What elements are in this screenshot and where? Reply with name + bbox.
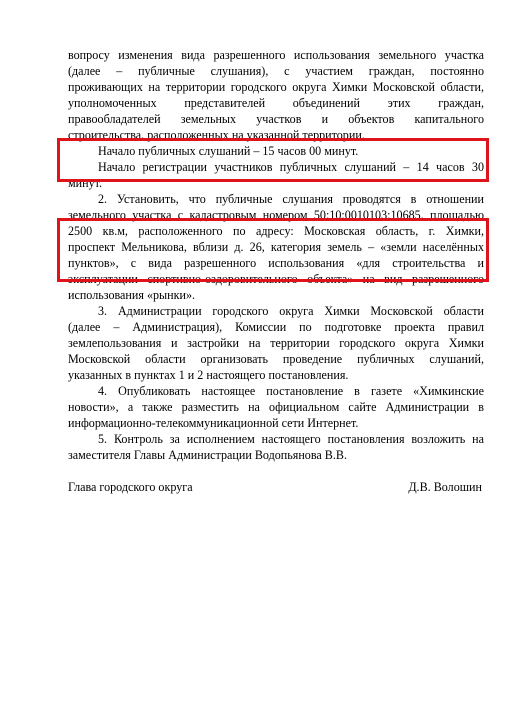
text-line: новости», а также разместить на официальном сайте Администрации в — [68, 400, 484, 414]
text-line: указанных в пунктах 1 и 2 настоящего постановления. — [68, 368, 349, 382]
text-line: 3. Администрации городского округа Химки Московской области — [98, 304, 484, 318]
text-line: Начало публичных слушаний – 15 часов 00 минут. — [98, 144, 359, 158]
text-line: Московской области организовать проведение публичных слушаний, — [68, 352, 484, 366]
text-line: 4. Опубликовать настоящее постановление в газете «Химкинские — [98, 384, 484, 398]
text-line: (далее – Администрация), Комиссии по подготовке проекта правил — [68, 320, 484, 334]
text-line: 5. Контроль за исполнением настоящего постановления возложить на — [98, 432, 484, 446]
text-line: (далее – публичные слушания), с участием граждан, постоянно — [68, 64, 484, 78]
text-line: минут. — [68, 176, 103, 190]
text-line: проживающих на территории городского округа Химки Московской области, — [68, 80, 484, 94]
text-line: строительства, расположенных на указанной территории. — [68, 128, 365, 142]
signature-position: Глава городского округа — [68, 480, 193, 494]
text-line: землепользования и застройки на территории городского округа Химки — [68, 336, 484, 350]
text-line: информационно-телекоммуникационной сети Интернет. — [68, 416, 359, 430]
text-line: пунктов», с вида разрешенного использования «для строительства и — [68, 256, 484, 270]
text-line: 2500 кв.м, расположенного по адресу: Московская область, г. Химки, — [68, 224, 484, 238]
text-line: проспект Мельникова, вблизи д. 26, категория земель – «земли населённых — [68, 240, 484, 254]
text-line: правообладателей земельных участков и объектов капитального — [68, 112, 484, 126]
text-line: вопросу изменения вида разрешенного использования земельного участка — [68, 48, 484, 62]
annotation-box-hearing-time — [57, 138, 489, 182]
text-line: эксплуатации спортивно-оздоровительного объекта» на вид разрешенного — [68, 272, 484, 286]
text-line: заместителя Главы Администрации Водопьянова В.В. — [68, 448, 347, 462]
text-line: использования «рынки». — [68, 288, 196, 302]
text-line: Начало регистрации участников публичных слушаний – 14 часов 30 — [98, 160, 484, 174]
text-line: уполномоченных представителей объединений этих граждан, — [68, 96, 484, 110]
annotation-box-land-use — [57, 218, 489, 282]
text-line: земельного участка с кадастровым номером 50:10:0010103:10685, площадью — [68, 208, 484, 222]
signature-name: Д.В. Волошин — [408, 480, 482, 494]
text-line: 2. Установить, что публичные слушания проводятся в отношении — [98, 192, 484, 206]
